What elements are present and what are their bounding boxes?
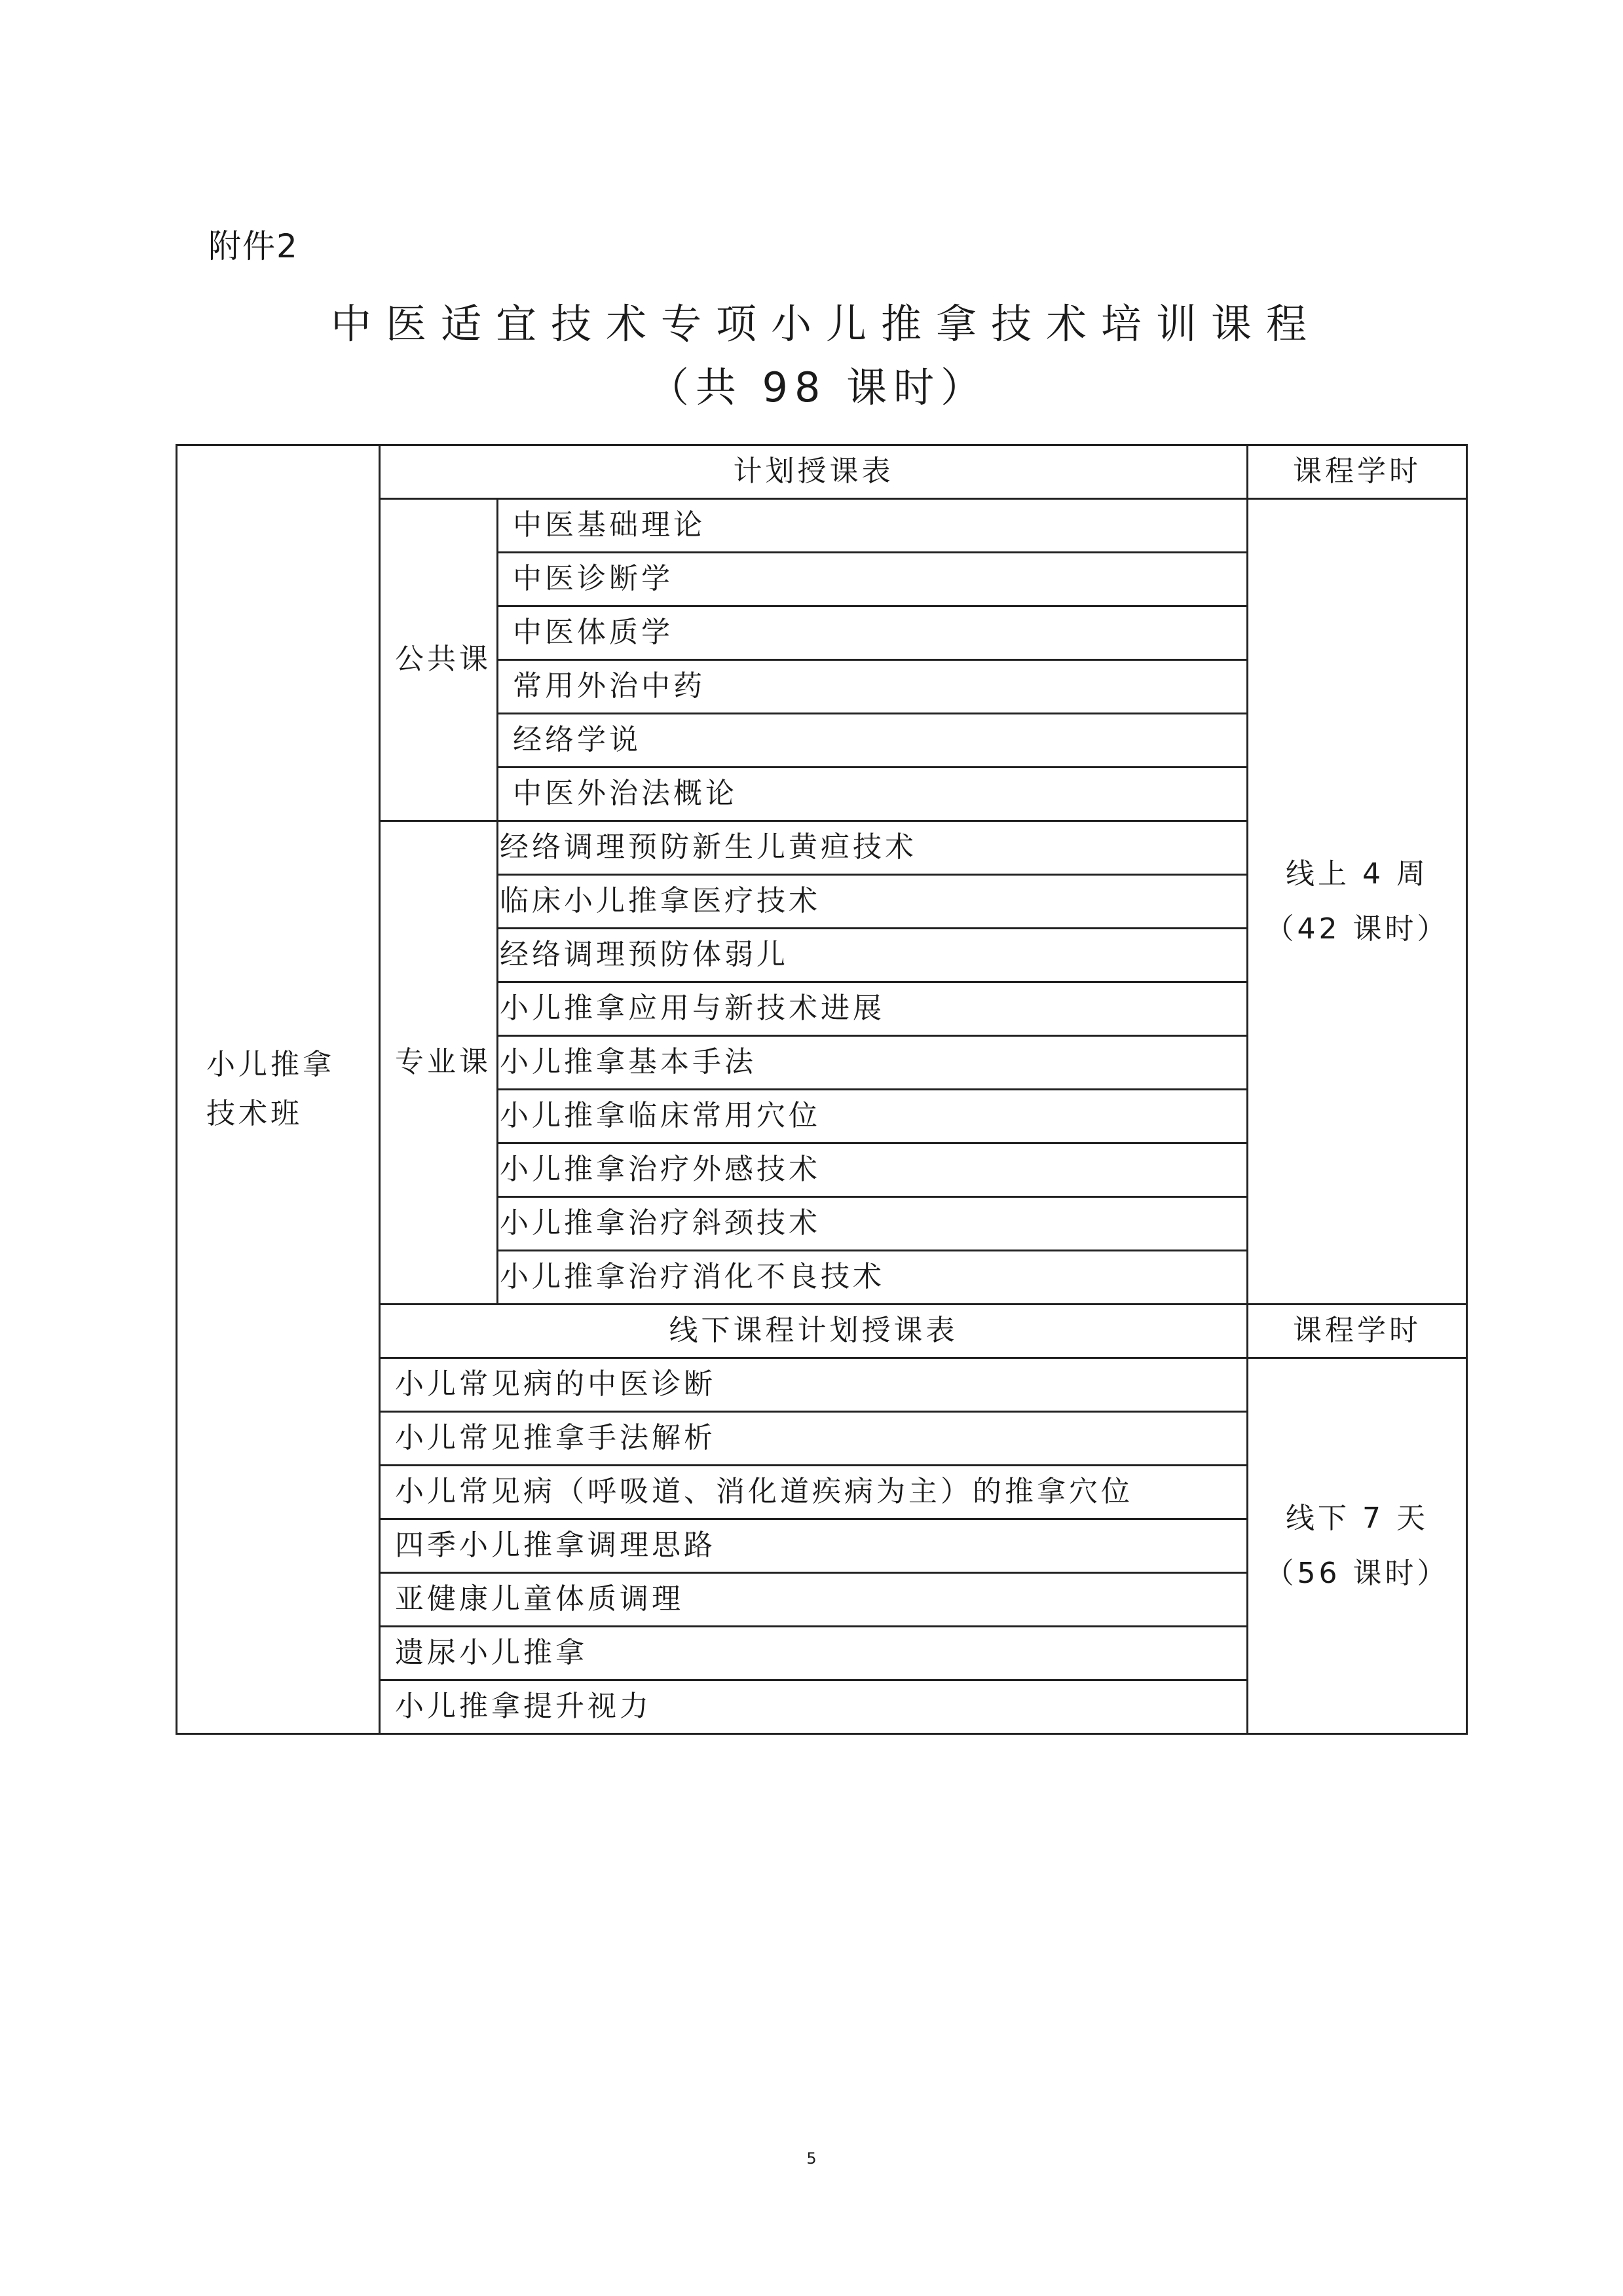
offline-hours-duration: 线下 7 天 [1286,1501,1428,1535]
course-item: 临床小儿推拿医疗技术 [498,875,1248,929]
course-item: 常用外治中药 [498,660,1248,714]
online-hours-header: 课程学时 [1248,445,1467,499]
course-item: 经络学说 [498,714,1248,768]
course-item: 经络调理预防新生儿黄疸技术 [498,821,1248,875]
page-number: 5 [806,2149,817,2168]
course-item: 小儿推拿应用与新技术进展 [498,982,1248,1036]
course-item: 小儿推拿临床常用穴位 [498,1090,1248,1143]
course-item: 中医体质学 [498,606,1248,660]
course-item: 小儿常见推拿手法解析 [380,1412,1248,1466]
course-item: 亚健康儿童体质调理 [380,1573,1248,1627]
offline-hours-count: （56 课时） [1265,1556,1449,1590]
course-item: 经络调理预防体弱儿 [498,929,1248,982]
offline-hours-cell [1248,1358,1467,1734]
course-item: 四季小儿推拿调理思路 [380,1519,1248,1573]
table-row [177,445,1467,499]
course-item: 小儿常见病（呼吸道、消化道疾病为主）的推拿穴位 [380,1466,1248,1519]
course-item: 遗尿小儿推拿 [380,1627,1248,1680]
offline-schedule-header: 线下课程计划授课表 [380,1305,1248,1358]
class-name-line1: 小儿推拿 [206,1047,335,1081]
document-title: 中医适宜技术专项小儿推拿技术培训课程 [330,300,1321,348]
offline-hours-header: 课程学时 [1248,1305,1467,1358]
course-plan-table [176,444,1468,1735]
course-item: 中医基础理论 [498,499,1248,553]
online-hours-duration: 线上 4 周 [1286,857,1428,891]
course-item: 中医外治法概论 [498,768,1248,821]
class-name-cell [177,445,380,1734]
course-item: 小儿推拿治疗消化不良技术 [498,1251,1248,1305]
public-courses-label: 公共课 [380,499,498,821]
online-hours-cell [1248,499,1467,1305]
online-schedule-header: 计划授课表 [380,445,1248,499]
course-item: 小儿推拿治疗斜颈技术 [498,1197,1248,1251]
course-item: 小儿推拿治疗外感技术 [498,1143,1248,1197]
professional-courses-label: 专业课 [380,821,498,1305]
document-subtitle: （共 98 课时） [648,363,988,411]
online-hours-count: （42 课时） [1265,912,1449,946]
course-item: 中医诊断学 [498,553,1248,606]
course-item: 小儿常见病的中医诊断 [380,1358,1248,1412]
course-item: 小儿推拿提升视力 [380,1680,1248,1734]
attachment-label: 附件2 [208,227,299,265]
course-item: 小儿推拿基本手法 [498,1036,1248,1090]
class-name-line2: 技术班 [206,1096,303,1130]
